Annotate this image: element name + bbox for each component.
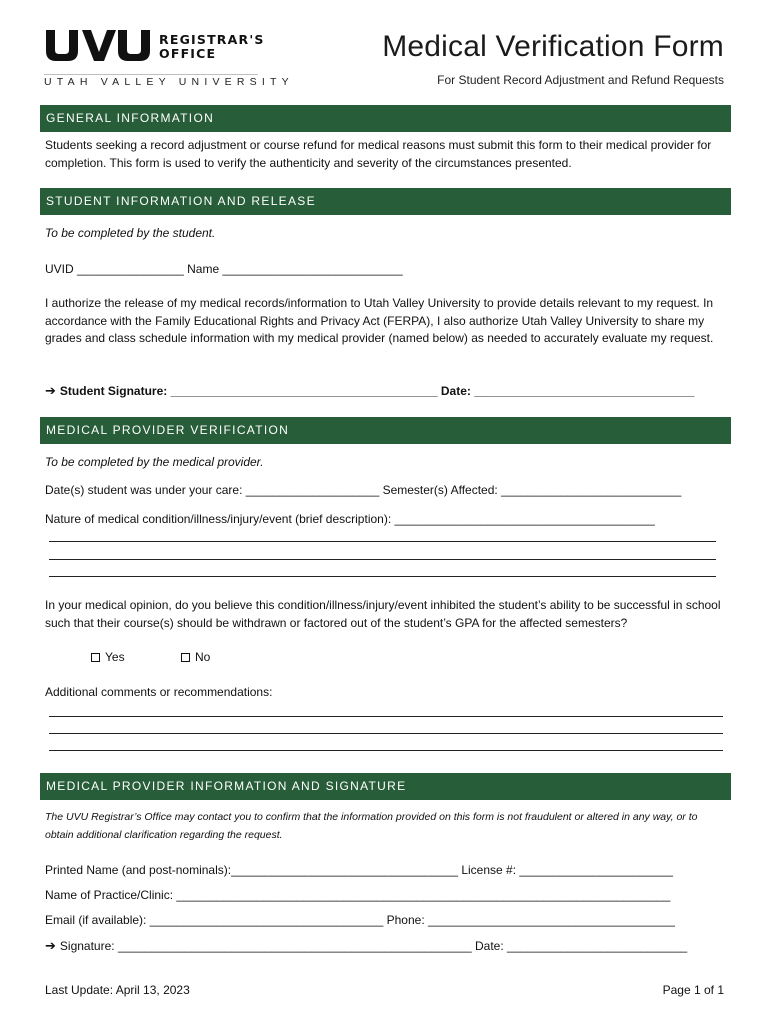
student-signature-row[interactable]	[45, 382, 694, 401]
general-info-text: Students seeking a record adjustment or course refund for medical reasons must submit this form to their medical provider for completion. This form is used to verify the authenticity and severity of the circumstances presented.	[45, 138, 712, 170]
uvid-name-field[interactable]: UVID ________________ Name ___________________________	[45, 262, 403, 276]
comments-line-2[interactable]	[49, 733, 723, 734]
option-no-label: No	[195, 650, 211, 664]
comments-line-3[interactable]	[49, 750, 723, 751]
form-title: Medical Verification Form	[382, 30, 724, 63]
student-instruction: To be completed by the student.	[45, 226, 216, 240]
printed-name-license-field[interactable]: Printed Name (and post-nominals):__________________________________ License #: _______________________	[45, 863, 673, 877]
email-phone-field[interactable]: Email (if available): ___________________________________ Phone: _____________________________________	[45, 913, 675, 927]
checkbox-icon[interactable]	[181, 653, 190, 662]
page-number: Page 1 of 1	[662, 983, 724, 997]
section-bar-provider: MEDICAL PROVIDER VERIFICATION	[40, 417, 731, 444]
provider-signature-field[interactable]: Signature: _____________________________________________________ Date: ___________________________	[59, 939, 688, 953]
checkbox-icon[interactable]	[91, 653, 100, 662]
logo-divider	[44, 74, 258, 75]
release-authorization-text: I authorize the release of my medical records/information to Utah Valley University to provide details relevant to my request. In accordance with the Family Educational Rights and Privacy Act (FERPA), I also authorize Utah Valley University to share my grades and class schedule information with my medical provider (named below) as needed to accurately evaluate my request.	[45, 296, 714, 345]
medical-opinion-question: In your medical opinion, do you believe this condition/illness/injury/event inhibited the student’s ability to be successful in school such that their course(s) should be withdrawn or factored out of the student’s GPA for the affected semesters?	[45, 598, 721, 630]
last-update: Last Update: April 13, 2023	[45, 983, 190, 997]
provider-instruction: To be completed by the medical provider.	[45, 455, 264, 469]
uvu-logo-mark	[44, 28, 154, 62]
student-signature-field[interactable]: Student Signature: ________________________________________ Date: _________________________________	[59, 384, 695, 398]
section-bar-general: GENERAL INFORMATION	[40, 105, 731, 132]
logo-office-text	[159, 33, 265, 61]
provider-signature-row[interactable]	[45, 937, 687, 956]
option-yes-label: Yes	[105, 650, 125, 664]
section-bar-student: STUDENT INFORMATION AND RELEASE	[40, 188, 731, 215]
care-dates-semesters-field[interactable]: Date(s) student was under your care: ____________________ Semester(s) Affected: ___________________________	[45, 483, 682, 497]
comments-line-1[interactable]	[49, 716, 723, 717]
description-line-3[interactable]	[49, 576, 716, 577]
description-line-1[interactable]	[49, 541, 716, 542]
description-line-2[interactable]	[49, 559, 716, 560]
logo-office-line1: REGISTRAR'S	[159, 32, 265, 47]
option-yes[interactable]	[91, 649, 125, 667]
registrar-contact-note: The UVU Registrar’s Office may contact you to confirm that the information provided on this form is not fraudulent or altered in any way, or to obtain additional clarification regarding the request.	[45, 811, 698, 841]
comments-label: Additional comments or recommendations:	[45, 685, 273, 699]
arrow-right-icon: ➔	[45, 383, 56, 398]
practice-name-field[interactable]: Name of Practice/Clinic: __________________________________________________________________________	[45, 888, 671, 902]
option-no[interactable]	[181, 649, 210, 667]
section-bar-signature: MEDICAL PROVIDER INFORMATION AND SIGNATURE	[40, 773, 731, 800]
uvu-registrar-logo	[44, 28, 294, 90]
condition-description-field[interactable]: Nature of medical condition/illness/injury/event (brief description): _______________________________________	[45, 512, 655, 526]
university-name: UTAH VALLEY UNIVERSITY	[44, 76, 294, 88]
arrow-right-icon: ➔	[45, 938, 56, 953]
form-subtitle: For Student Record Adjustment and Refund Requests	[437, 73, 724, 87]
logo-office-line2: OFFICE	[159, 46, 217, 61]
